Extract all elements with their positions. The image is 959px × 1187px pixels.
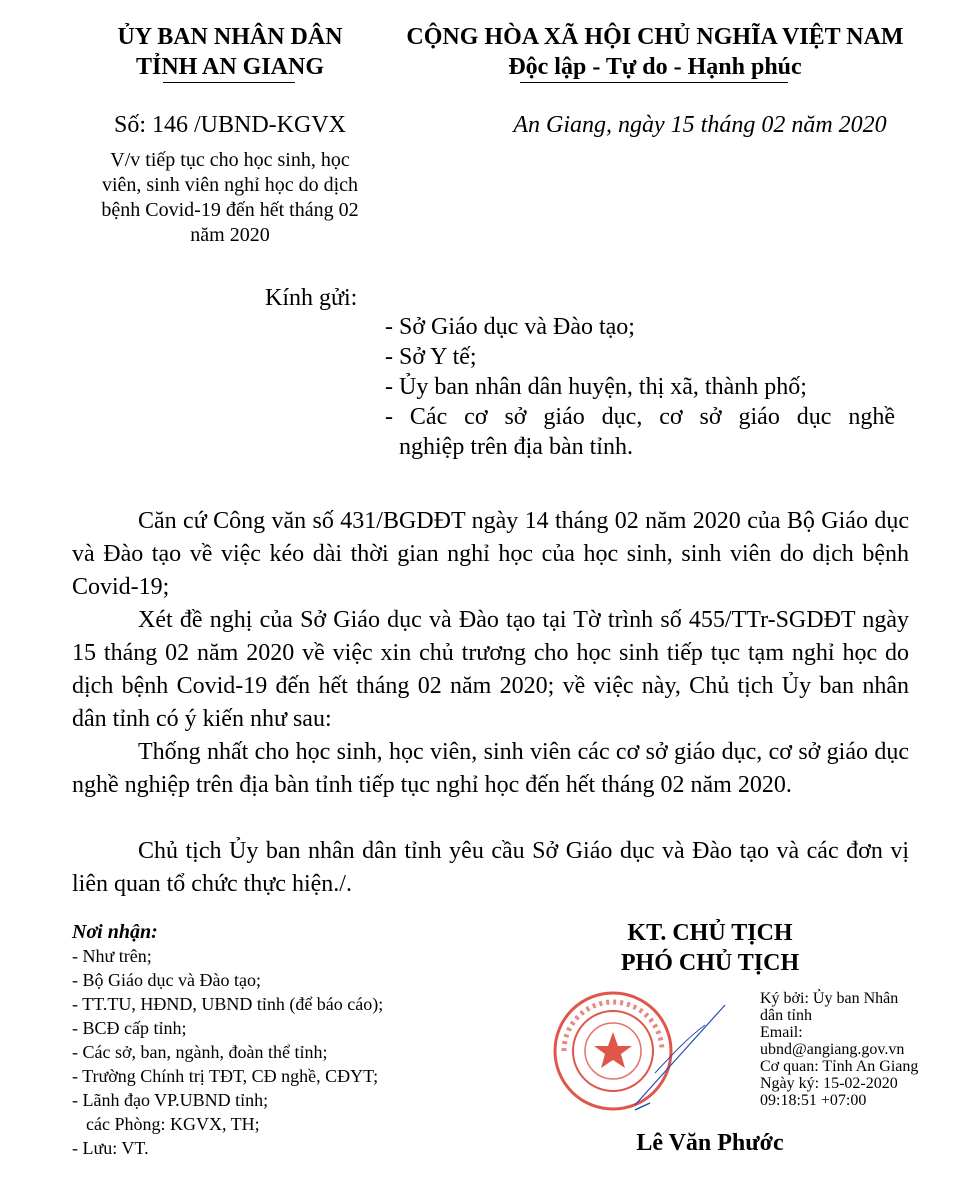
agency-name-line2: TỈNH AN GIANG bbox=[135, 54, 325, 80]
subject bbox=[80, 148, 380, 248]
digital-sig-line: Ngày ký: 15-02-2020 bbox=[760, 1075, 898, 1092]
motto-underline bbox=[520, 82, 788, 83]
motto: Độc lập - Tự do - Hạnh phúc bbox=[508, 54, 802, 80]
subject-line: viên, sinh viên nghỉ học do dịch bbox=[101, 174, 359, 196]
recipient-item: - Sở Y tế; bbox=[385, 344, 477, 370]
subject-line: năm 2020 bbox=[190, 224, 270, 246]
recipient-list bbox=[385, 312, 895, 462]
signer-kt: KT. CHỦ TỊCH bbox=[627, 920, 793, 946]
distribution-item: - BCĐ cấp tỉnh; bbox=[72, 1018, 187, 1038]
place-date: An Giang, ngày 15 tháng 02 năm 2020 bbox=[513, 112, 887, 138]
digital-sig-line: dân tỉnh bbox=[760, 1007, 812, 1024]
signature-scribble bbox=[630, 985, 760, 1115]
distribution-item: - Lưu: VT. bbox=[72, 1138, 149, 1158]
paragraph-request: Chủ tịch Ủy ban nhân dân tỉnh yêu cầu Sở Giáo dục và Đào tạo và các đơn vị liên quan tổ chức thực hiện./. bbox=[72, 838, 909, 897]
digital-sig-line: Email: bbox=[760, 1024, 803, 1041]
subject-line: bệnh Covid-19 đến hết tháng 02 bbox=[101, 199, 359, 221]
paragraph-legal-basis: Căn cứ Công văn số 431/BGDĐT ngày 14 tháng 02 năm 2020 của Bộ Giáo dục và Đào tạo về việc kéo dài thời gian nghỉ học của học sinh, sinh viên do dịch bệnh Covid-19; bbox=[72, 508, 909, 600]
distribution-item: - Lãnh đạo VP.UBND tỉnh; bbox=[72, 1090, 269, 1110]
recipient-item: - Ủy ban nhân dân huyện, thị xã, thành phố; bbox=[385, 374, 807, 400]
distribution-title: Nơi nhận: bbox=[72, 921, 158, 943]
document-number: Số: 146 /UBND-KGVX bbox=[113, 112, 346, 138]
signer-authority bbox=[560, 918, 860, 978]
national-motto bbox=[390, 22, 920, 82]
subject-line: V/v tiếp tục cho học sinh, học bbox=[110, 149, 350, 171]
digital-sig-line: 09:18:51 +07:00 bbox=[760, 1092, 867, 1109]
digital-sig-line: ubnd@angiang.gov.vn bbox=[760, 1041, 905, 1058]
paragraph-decision: Thống nhất cho học sinh, học viên, sinh viên các cơ sở giáo dục, cơ sở giáo dục nghề nghiệp trên địa bàn tỉnh tiếp tục nghỉ học đến hết tháng 02 năm 2020. bbox=[72, 739, 909, 798]
distribution-item: - TT.TU, HĐND, UBND tỉnh (để báo cáo); bbox=[72, 994, 384, 1014]
signer-name: Lê Văn Phước bbox=[636, 1130, 784, 1156]
distribution-list bbox=[72, 920, 492, 1160]
country-name: CỘNG HÒA XÃ HỘI CHỦ NGHĨA VIỆT NAM bbox=[406, 24, 904, 50]
distribution-item: - Trường Chính trị TĐT, CĐ nghề, CĐYT; bbox=[72, 1066, 379, 1086]
salutation: Kính gửi: bbox=[265, 285, 358, 311]
recipient-item: - Sở Giáo dục và Đào tạo; bbox=[385, 314, 635, 340]
distribution-item: - Như trên; bbox=[72, 946, 152, 966]
distribution-item: - Các sở, ban, ngành, đoàn thể tỉnh; bbox=[72, 1042, 328, 1062]
digital-sig-line: Cơ quan: Tỉnh An Giang bbox=[760, 1058, 919, 1075]
digital-sig-line: Ký bởi: Ủy ban Nhân bbox=[760, 990, 899, 1007]
agency-name bbox=[80, 22, 380, 82]
agency-underline bbox=[163, 82, 295, 83]
digital-signature-info bbox=[760, 990, 955, 1109]
recipient-item: - Các cơ sở giáo dục, cơ sở giáo dục nghề bbox=[385, 404, 895, 430]
paragraph-proposal: Xét đề nghị của Sở Giáo dục và Đào tạo tại Tờ trình số 455/TTr-SGDĐT ngày 15 tháng 02 năm 2020 về việc xin chủ trương cho học sinh tiếp tục tạm nghỉ học do dịch bệnh Covid-19 đến hết tháng 02 năm 2020; về việc này, Chủ tịch Ủy ban nhân dân tỉnh có ý kiến như sau: bbox=[72, 607, 909, 732]
recipient-item: nghiệp trên địa bàn tỉnh. bbox=[399, 434, 633, 460]
distribution-item: - Bộ Giáo dục và Đào tạo; bbox=[72, 970, 261, 990]
agency-name-line1: ỦY BAN NHÂN DÂN bbox=[117, 24, 343, 50]
signer-title: PHÓ CHỦ TỊCH bbox=[620, 950, 800, 976]
distribution-item: các Phòng: KGVX, TH; bbox=[86, 1114, 260, 1134]
